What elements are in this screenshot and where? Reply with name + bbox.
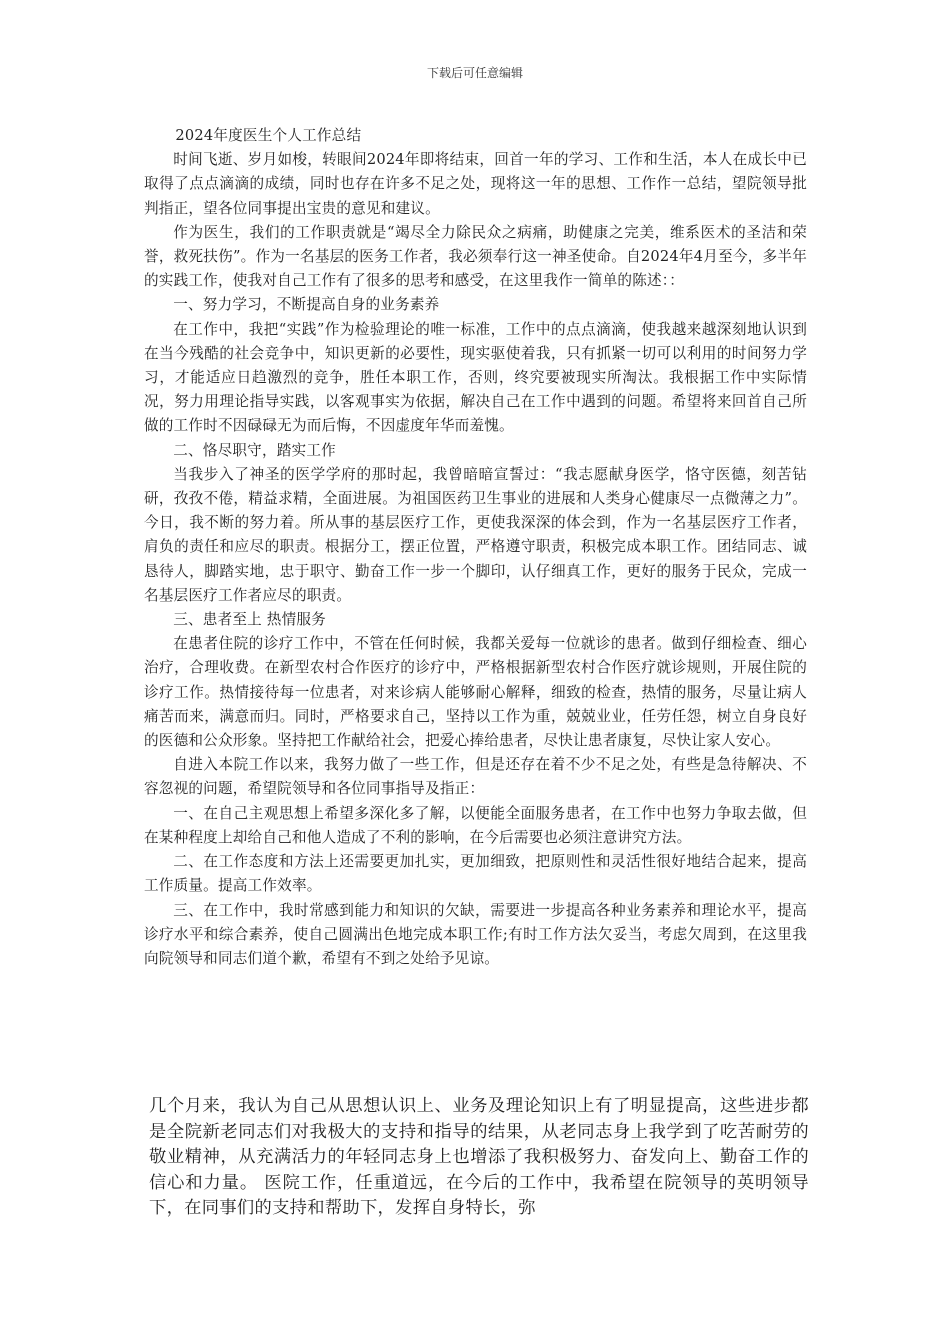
paragraph-shortcomings: 自进入本院工作以来，我努力做了一些工作，但是还存在着不少不足之处，有些是急待解决、不容忽视的问题，希望院领导和各位同事指导及指正： <box>144 756 807 798</box>
download-note-header: 下载后可任意编辑 <box>426 66 523 80</box>
paragraph-conclusion: 几个月来，我认为自己从思想认识上、业务及理论知识上有了明显提高，这些进步都是全院新老同志们对我极大的支持和指导的结果，从老同志身上我学到了吃苦耐劳的敬业精神，从充满活力的年轻同志身上也增添了我积极努力、奋发向上、勤奋工作的信心和力量。 医院工作，任重道远，在今后的工作中，我希望在院领导的英明领导下，在同事们的支持和帮助下，发挥自身特长，弥 <box>149 1096 809 1219</box>
paragraph-oath: 当我步入了神圣的医学学府的那时起，我曾暗暗宣誓过：“我志愿献身医学，恪守医德，刻苦钻研，孜孜不倦，精益求精，全面进展。为祖国医药卫生事业的进展和人类身心健康尽一点微薄之力”。今日，我不断的努力着。所从事的基层医疗工作，更使我深深的体会到，作为一名基层医疗工作者，肩负的责任和应尽的职责。根据分工，摆正位置，严格遵守职责，积极完成本职工作。团结同志、诚恳待人，脚踏实地，忠于职守、勤奋工作一步一个脚印，认仔细真工作，更好的服务于民众，完成一名基层医疗工作者应尽的职责。 <box>144 465 807 604</box>
paragraph-duty: 作为医生，我们的工作职责就是“竭尽全力除民众之病痛，助健康之完美，维系医术的圣洁和荣誉，救死扶伤”。作为一名基层的医务工作者，我必须奉行这一神圣使命。自2024年4月至今，多半年的实践工作，使我对自己工作有了很多的思考和感受，在这里我作一简单的陈述：： <box>144 223 807 290</box>
shortcoming-item-3: 三、在工作中，我时常感到能力和知识的欠缺，需要进一步提高各种业务素养和理论水平，提高诊疗水平和综合素养，使自己圆满出色地完成本职工作;有时工作方法欠妥当，考虑欠周到，在这里我向院领导和同志们道个歉，希望有不到之处给予见谅。 <box>144 901 807 967</box>
section-heading-duty: 二、恪尽职守，踏实工作 <box>173 441 336 459</box>
shortcoming-item-2: 二、在工作态度和方法上还需要更加扎实，更加细致，把原则性和灵活性很好地结合起来，提高工作质量。提高工作效率。 <box>144 853 807 895</box>
document-title: 2024年度医生个人工作总结 <box>175 127 362 144</box>
document-tail <box>149 1094 809 1222</box>
section-heading-study: 一、努力学习，不断提高自身的业务素养 <box>173 296 440 314</box>
paragraph-study: 在工作中，我把“实践”作为检验理论的唯一标准，工作中的点点滴滴，使我越来越深刻地认识到在当今残酷的社会竞争中，知识更新的必要性，现实驱使着我，只有抓紧一切可以利用的时间努力学习，才能适应日趋激烈的竞争，胜任本职工作，否则，终究要被现实所淘汰。我根据工作中实际情况，努力用理论指导实践，以客观事实为依据，解决自己在工作中遇到的问题。希望将来回首自己所做的工作时不因碌碌无为而后悔，不因虚度年华而羞愧。 <box>144 320 807 435</box>
paragraph-patients: 在患者住院的诊疗工作中，不管在任何时候，我都关爱每一位就诊的患者。做到仔细检查、细心治疗，合理收费。在新型农村合作医疗的诊疗中，严格根据新型农村合作医疗就诊规则，开展住院的诊疗工作。热情接待每一位患者，对来诊病人能够耐心解释，细致的检查，热情的服务，尽量让病人痛苦而来，满意而归。同时，严格要求自己，坚持以工作为重，兢兢业业，任劳任怨，树立自身良好的医德和公众形象。坚持把工作献给社会，把爱心捧给患者，尽快让患者康复，尽快让家人安心。 <box>144 635 807 750</box>
paragraph-intro: 时间飞逝、岁月如梭，转眼间2024年即将结束，回首一年的学习、工作和生活，本人在成长中已取得了点点滴滴的成绩，同时也存在许多不足之处，现将这一年的思想、工作作一总结，望院领导批判指正，望各位同事提出宝贵的意见和建议。 <box>144 151 807 217</box>
shortcoming-item-1: 一、在自己主观思想上希望多深化多了解，以便能全面服务患者，在工作中也努力争取去做，但在某种程度上却给自己和他人造成了不利的影响，在今后需要也必须注意讲究方法。 <box>144 804 807 846</box>
document-body <box>144 124 807 971</box>
section-heading-patients: 三、患者至上 热情服务 <box>173 611 326 629</box>
